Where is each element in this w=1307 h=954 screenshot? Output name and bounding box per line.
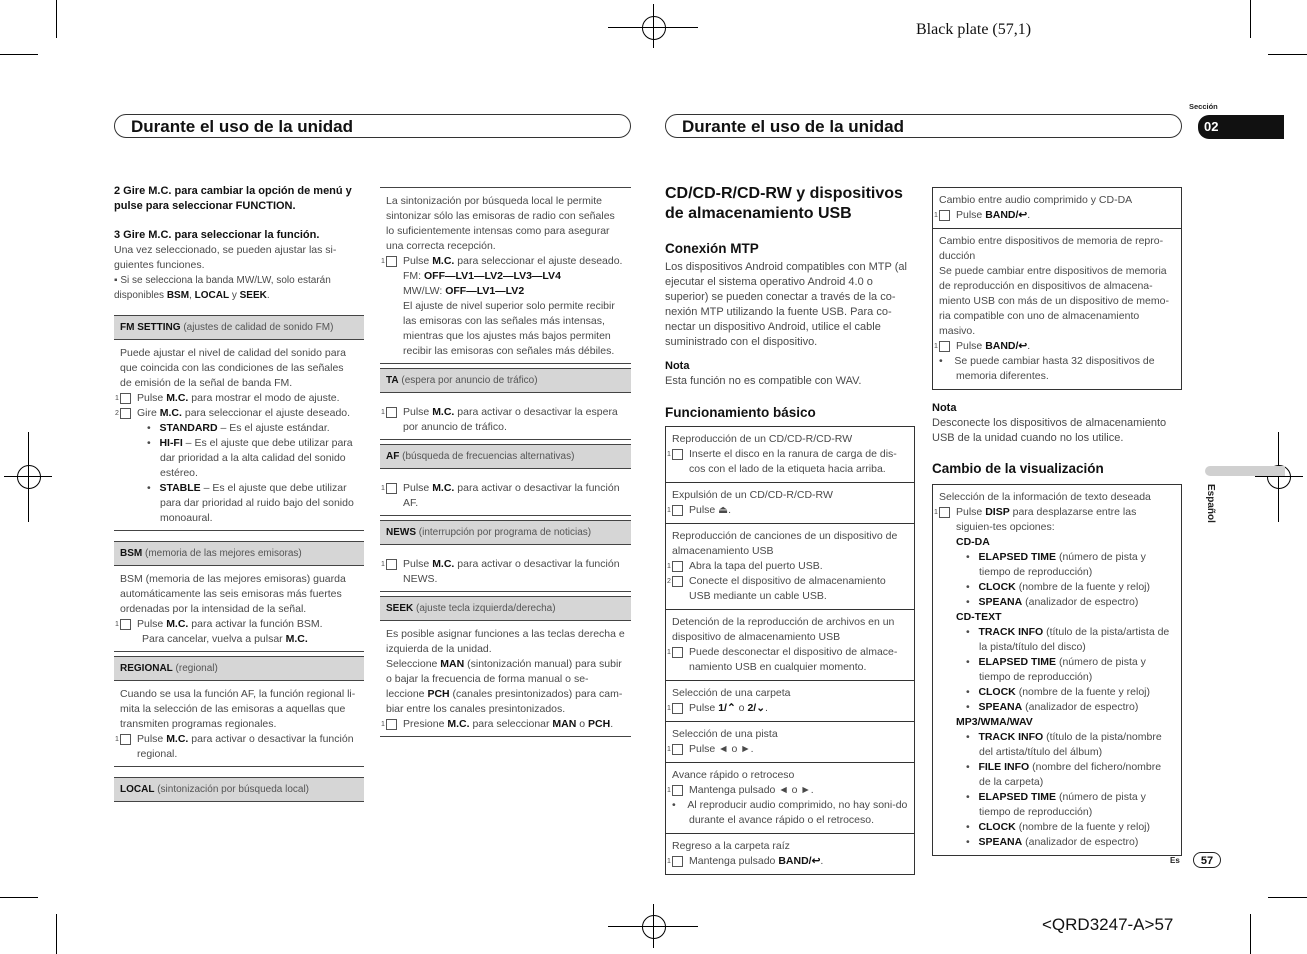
news-bar: NEWS (interrupción por programa de noticias) [380, 520, 631, 545]
bsm-body [114, 566, 364, 652]
mw-levels: MW/LW: OFF—LV1—LV2 [403, 285, 525, 297]
crop-mark [1250, 914, 1251, 954]
local-text: La sintonización por búsqueda local le permite sintonizar sólo las emisoras de radio con señales lo suficientemente intensas como para asegurar una correcta recepción. [386, 195, 615, 252]
usb-nota-title: Nota [932, 402, 957, 414]
local-body [380, 188, 631, 364]
local-level-explanation: El ajuste de nivel superior solo permite recibir las emisoras con las señales más intensas, mientras que los ajustes más bajos permiten recibir las emisoras con señales más débiles. [403, 300, 615, 357]
af-body [380, 469, 631, 516]
step-2: 2 Gire M.C. para cambiar la opción de menú y pulse para seleccionar FUNCTION. [114, 185, 352, 212]
column-1 [114, 184, 364, 802]
cell-play-usb: Reproducción de canciones de un dispositivo de almacenamiento USB 1 Abra la tapa del puerto USB. 2 Conecte el dispositivo de almacenamiento USB mediante un cable USB. [666, 524, 914, 610]
display-change-title: Cambio de la visualización [932, 461, 1104, 476]
regional-step-1: 1 Pulse M.C. para activar o desactivar la función regional. [115, 733, 354, 760]
af-bar: AF (búsqueda de frecuencias alternativas) [380, 444, 631, 469]
fm-setting-bar: FM SETTING (ajustes de calidad de sonido FM) [114, 315, 364, 340]
bsm-bar: BSM (memoria de las mejores emisoras) [114, 541, 364, 566]
regional-bar: REGIONAL (regional) [114, 656, 364, 681]
step-3-text: Una vez seleccionado, se pueden ajustar las si-guientes funciones. [114, 244, 337, 271]
cell-select-track: Selección de una pista 1 Pulse ◄ o ►. [666, 722, 914, 763]
seek-body [380, 621, 631, 737]
column-4 [932, 187, 1182, 856]
crop-mark [0, 897, 38, 898]
usb-nota-text: Desconecte los dispositivos de almacenamiento USB de la unidad cuando no los utilice. [932, 417, 1167, 444]
local-step-1: 1 Pulse M.C. para seleccionar el ajuste deseado. [381, 255, 623, 267]
seek-step-1: 1 Presione M.C. para seleccionar MAN o PCH. [381, 718, 614, 730]
cell-switch-audio: Cambio entre audio comprimido y CD-DA 1 Pulse BAND/↩. [933, 188, 1181, 229]
seek-bar: SEEK (ajuste tecla izquierda/derecha) [380, 596, 631, 621]
mtp-nota-text: Esta función no es compatible con WAV. [665, 375, 862, 387]
document-code: <QRD3247-A>57 [1042, 915, 1174, 934]
bsm-cancel: Para cancelar, vuelva a pulsar M.C. [142, 633, 308, 645]
section-number-tab [1198, 115, 1284, 139]
page-number: 57 [1193, 852, 1221, 868]
ta-body [380, 393, 631, 440]
mtp-text: Los dispositivos Android compatibles con MTP (al ejecutar el sistema operativo Android 4.0 o superior) se pueden conectar a través de la co-nexión MTP utilizando la fuente USB. Para co-nectar un dispositivo Android, utilice el cable suministrado con el dispositivo. [665, 261, 907, 348]
cell-play-cd: Reproducción de un CD/CD-R/CD-RW 1 Inserte el disco en la ranura de carga de dis-cos con el lado de la etiqueta hacia arriba. [666, 427, 914, 483]
regional-text: Cuando se usa la función AF, la función regional li-mita la selección de las emisoras a aquellas que transmiten programas regionales. [120, 688, 356, 730]
crop-mark [0, 54, 38, 55]
fm-step-2: 2 Gire M.C. para seleccionar el ajuste deseado. [115, 407, 351, 419]
news-step-1: 1 Pulse M.C. para activar o desactivar la función NEWS. [381, 558, 620, 585]
cell-stop-usb: Detención de la reproducción de archivos en un dispositivo de almacenamiento USB 1 Puede desconectar el dispositivo de almace-namiento USB en cualquier momento. [666, 610, 914, 681]
switch-table [932, 187, 1182, 390]
footer-language: Es [1170, 856, 1180, 865]
black-plate-label: Black plate (57,1) [916, 21, 1032, 38]
fm-levels: FM: OFF—LV1—LV2—LV3—LV4 [403, 270, 561, 282]
option-stable: • STABLE – Es el ajuste que debe utilizar para dar prioridad al ruido bajo del sonido monoaural. [147, 482, 354, 524]
seek-text: Es posible asignar funciones a las teclas derecha e izquierda de la unidad. [386, 628, 625, 655]
fm-setting-text: Puede ajustar el nivel de calidad del sonido para que coincida con las condiciones de las señales de emisión de la señal de banda FM. [120, 347, 346, 389]
crop-mark [56, 0, 57, 38]
cd-usb-title: CD/CD-R/CD-RW y dispositivos de almacenamiento USB [665, 185, 903, 222]
crop-mark [56, 914, 57, 954]
bsm-step-1: 1 Pulse M.C. para activar la función BSM. [115, 618, 323, 630]
mtp-title: Conexión MTP [665, 241, 759, 256]
side-tab-language: Español [1205, 484, 1216, 523]
section-number: 02 [1204, 119, 1219, 134]
section-label: Sección [1189, 102, 1218, 111]
cell-root-folder: Regreso a la carpeta raíz 1 Mantenga pulsado BAND/↩. [667, 840, 824, 867]
local-bar: LOCAL (sintonización por búsqueda local) [114, 777, 364, 802]
option-hifi: • HI-FI – Es el ajuste que debe utilizar para dar prioridad a la alta calidad del sonido estéreo. [147, 437, 353, 479]
basic-operation-title: Funcionamiento básico [665, 405, 816, 420]
news-body [380, 545, 631, 592]
crop-mark [1268, 897, 1307, 898]
cell-eject-cd: Expulsión de un CD/CD-R/CD-RW 1 Pulse ⏏. [666, 483, 914, 524]
crop-mark [1250, 0, 1251, 38]
af-step-1: 1 Pulse M.C. para activar o desactivar la función AF. [381, 482, 620, 509]
band-note: ▪ Si se selecciona la banda MW/LW, solo estarán disponibles BSM, LOCAL y SEEK. [114, 275, 331, 301]
cell-switch-memory: Cambio entre dispositivos de memoria de repro-ducción Se puede cambiar entre dispositivos de memoria de reproducción en dispositivos de almacena-miento USB con más de un dispositivo de memo-ria compatible con uno de almacenamiento masivo. 1 Pulse BAND/↩. • Se puede cambiar hasta 32 dispositivos de memoria diferentes. [934, 235, 1169, 382]
fm-setting-body [114, 340, 364, 531]
ta-step-1: 1 Pulse M.C. para activar o desactivar la espera por anuncio de tráfico. [381, 406, 618, 433]
regional-body [114, 681, 364, 767]
header-right: Durante el uso de la unidad [665, 114, 1182, 138]
cell-fast-forward: Avance rápido o retroceso 1 Mantenga pulsado ◄ o ►. • Al reproducir audio comprimido, no hay soni-do durante el avance rápido o el retroceso. [666, 763, 914, 834]
cell-select-folder: Selección de una carpeta 1 Pulse 1/⌃ o 2/⌄. [666, 681, 914, 722]
step-3: 3 Gire M.C. para seleccionar la función. [114, 229, 320, 241]
seek-text-2: Seleccione MAN (sintonización manual) para subir o bajar la frecuencia de forma manual o se-leccione PCH (canales presintonizados) para cam-biar entre los canales presintonizados. [386, 658, 623, 715]
header-left: Durante el uso de la unidad [114, 114, 631, 138]
column-3 [665, 184, 915, 875]
cell-display-info: Selección de la información de texto deseada 1 Pulse DISP para desplazarse entre las siguien-tes opciones: CD-DA • ELAPSED TIME (número de pista y tiempo de reproducción) • CLOCK (nombre de la fuente y reloj) • SPEANA (analizador de espectro) CD-TEXT • TRACK INFO (título de la pista/artista de la pista/título del disco) • ELAPSED TIME (número de pista y tiempo de reproducción) • CLOCK (nombre de la fuente y reloj) • SPEANA (analizador de espectro) MP3/WMA/WAV • TRACK INFO (título de la pista/nombre del artista/título del álbum) • FILE INFO (nombre del fichero/nombre de la carpeta) • ELAPSED TIME (número de pista y tiempo de reproducción) • CLOCK (nombre de la fuente y reloj) • SPEANA (analizador de espectro) [934, 491, 1170, 848]
side-tab-bar [1205, 466, 1285, 476]
ta-bar: TA (espera por anuncio de tráfico) [380, 368, 631, 393]
basic-operation-table [665, 426, 915, 875]
fm-step-1: 1 Pulse M.C. para mostrar el modo de ajuste. [115, 392, 340, 404]
option-standard: • STANDARD – Es el ajuste estándar. [147, 422, 330, 434]
mtp-nota-title: Nota [665, 360, 690, 372]
display-table [932, 484, 1182, 856]
crop-mark [1268, 54, 1307, 55]
column-2 [380, 187, 631, 737]
bsm-text: BSM (memoria de las mejores emisoras) guarda automáticamente las seis emisoras más fuertes ordenadas por la intensidad de la señal. [120, 573, 346, 615]
